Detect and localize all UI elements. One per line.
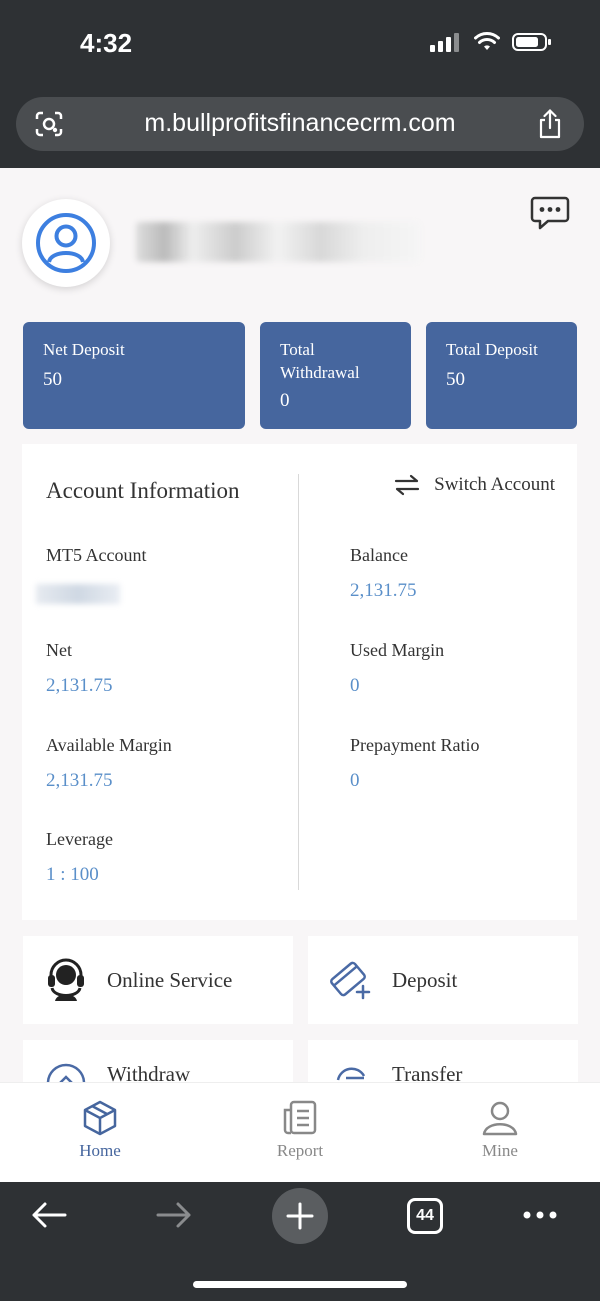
account-info-title: Account Information <box>46 478 240 503</box>
switch-account-label: Switch Account <box>434 474 555 495</box>
tab-home[interactable] <box>40 1099 160 1161</box>
stat-value: 0 <box>280 390 290 411</box>
headset-icon <box>45 958 87 1002</box>
mt5-account-redacted <box>36 584 120 604</box>
total-withdrawal-card <box>260 322 411 429</box>
account-info-panel <box>22 444 577 920</box>
url-area <box>0 88 600 168</box>
info-value: 2,131.75 <box>350 580 417 601</box>
balance-item <box>350 545 417 602</box>
url-text: m.bullprofitsfinancecrm.com <box>144 109 456 137</box>
info-label: MT5 Account <box>46 545 147 565</box>
info-label: Prepayment Ratio <box>350 735 480 755</box>
share-icon[interactable] <box>536 108 564 140</box>
net-deposit-card <box>23 322 245 429</box>
report-icon <box>281 1099 319 1137</box>
transfer-icon <box>330 1062 372 1082</box>
card-add-icon <box>330 959 372 1001</box>
status-icons <box>430 32 552 52</box>
info-label: Available Margin <box>46 735 172 755</box>
info-label: Net <box>46 640 72 660</box>
stat-value: 50 <box>43 369 62 390</box>
info-value: 1 : 100 <box>46 864 99 885</box>
plus-icon <box>286 1202 314 1230</box>
status-time: 4:32 <box>80 28 133 58</box>
tab-report[interactable] <box>240 1099 360 1161</box>
tile-label: Transfer <box>392 1062 463 1082</box>
total-deposit-card <box>426 322 577 429</box>
tab-label: Home <box>79 1141 121 1160</box>
mt5-account-item <box>46 545 147 604</box>
prepayment-ratio-item <box>350 735 479 792</box>
tab-label: Report <box>276 1141 324 1160</box>
tab-mine[interactable] <box>440 1099 560 1161</box>
deposit-tile[interactable] <box>308 936 578 1024</box>
leverage-item <box>46 829 113 886</box>
forward-arrow-icon[interactable] <box>155 1200 193 1230</box>
stat-label: Net Deposit <box>43 340 125 359</box>
switch-account-button[interactable] <box>394 474 555 496</box>
more-icon[interactable] <box>522 1210 558 1220</box>
transfer-tile[interactable] <box>308 1040 578 1082</box>
info-label: Balance <box>350 545 408 565</box>
info-label: Used Margin <box>350 640 445 660</box>
browser-toolbar <box>0 1182 600 1301</box>
message-icon[interactable] <box>530 195 570 231</box>
address-bar[interactable] <box>16 97 584 151</box>
tabs-count-button[interactable] <box>407 1198 443 1234</box>
swap-arrows-icon <box>394 474 420 496</box>
net-item <box>46 640 113 697</box>
user-icon <box>35 212 97 274</box>
battery-icon <box>512 32 552 52</box>
tile-label: Withdraw <box>107 1062 191 1082</box>
person-icon <box>481 1099 519 1137</box>
tab-label: Mine <box>482 1141 518 1160</box>
status-bar <box>0 0 600 88</box>
stat-label: Total Withdrawal <box>280 340 360 382</box>
info-value: 0 <box>350 770 360 791</box>
tile-label: Deposit <box>392 967 458 992</box>
new-tab-button[interactable] <box>272 1188 328 1244</box>
withdraw-icon <box>45 1062 87 1082</box>
online-service-tile[interactable] <box>23 936 293 1024</box>
tile-label: Online Service <box>107 967 233 992</box>
used-margin-item <box>350 640 444 697</box>
signal-icon <box>430 32 462 52</box>
account-name-redacted <box>136 222 420 262</box>
back-arrow-icon[interactable] <box>30 1200 68 1230</box>
home-indicator <box>193 1281 407 1288</box>
info-value: 2,131.75 <box>46 770 113 791</box>
info-value: 2,131.75 <box>46 675 113 696</box>
withdraw-tile[interactable] <box>23 1040 293 1082</box>
bottom-tab-bar <box>0 1082 600 1182</box>
available-margin-item <box>46 735 172 792</box>
info-divider <box>298 474 299 890</box>
stat-value: 50 <box>446 369 465 390</box>
info-value: 0 <box>350 675 360 696</box>
tab-count: 44 <box>416 1207 434 1224</box>
wifi-icon <box>474 32 500 52</box>
stat-label: Total Deposit <box>446 340 538 359</box>
avatar[interactable] <box>22 199 110 287</box>
info-label: Leverage <box>46 829 113 849</box>
cube-icon <box>81 1099 119 1137</box>
